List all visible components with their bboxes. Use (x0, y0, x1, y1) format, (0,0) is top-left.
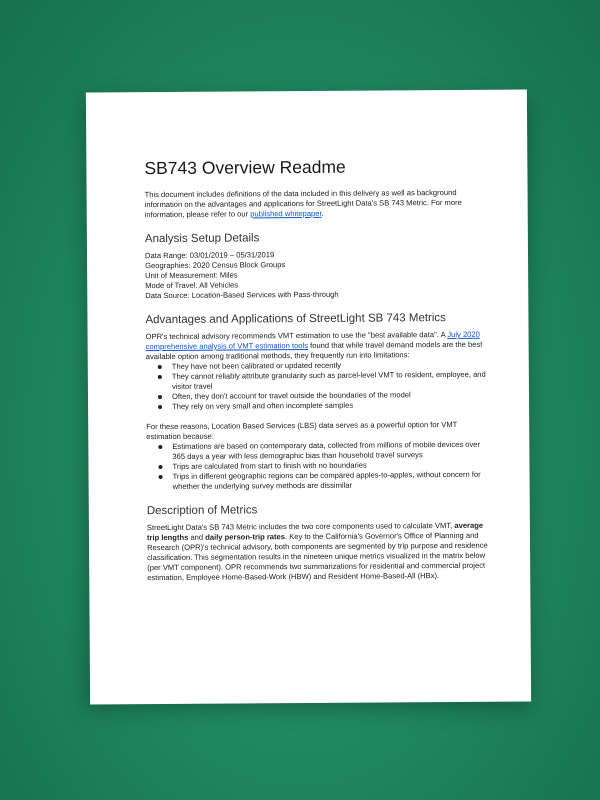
page-title: SB743 Overview Readme (144, 156, 346, 179)
bold-trip-lengths: average trip lengths (146, 520, 484, 543)
document-content (144, 156, 492, 583)
description-heading: Description of Metrics (146, 504, 258, 518)
list-item: They rely on very small and often incomplete samples (172, 400, 491, 412)
lbs-benefits-list (146, 440, 491, 492)
intro-paragraph (145, 188, 490, 220)
lbs-paragraph: For these reasons, Location Based Services (LBS) data serves as a powerful option for VMT estimation because: (146, 419, 458, 442)
list-item: Trips are calculated from start to finish with no boundaries (172, 460, 491, 472)
advantages-text: OPR's technical advisory recommends VMT estimation to use the "best available data". A (145, 330, 448, 342)
analysis-line: Data Range: 03/01/2019 – 05/31/2019 (144, 250, 275, 261)
bold-trip-rates: daily person-trip rates (205, 532, 286, 542)
analysis-heading: Analysis Setup Details (144, 232, 260, 246)
advantages-paragraph (146, 330, 491, 362)
list-item: They cannot reliably attribute granularity such as parcel-level VMT to resident, employee, and visitor travel (172, 370, 491, 392)
limitations-list (146, 360, 491, 412)
intro-text: This document includes definitions of the data included in this delivery as well as background information on the advantages and applications for StreetLight Data's SB 743 Metric. For more information, please refer to our (144, 187, 462, 220)
list-item: Often, they don't account for travel outside the boundaries of the model (172, 390, 491, 402)
list-item: Estimations are based on contemporary data, collected from millions of mobile devices over 365 days a year with less demographic bias than household travel surveys (172, 440, 491, 462)
description-and: and (188, 532, 206, 542)
list-item: They have not been calibrated or updated recently (172, 360, 491, 372)
advantages-text-end: found that while travel demand models are the best available option among traditional methods, they frequently run into limitations: (145, 339, 483, 362)
analysis-link[interactable]: July 2020 comprehensive analysis of VMT estimation tools (145, 329, 480, 352)
document-page (86, 89, 531, 704)
description-text-end: . Key to the California's Governor's Office of Planning and Research (OPR)'s technical advisory, both components are segmented by trip purpose and residence classification. This segmentation results in the nineteen unique metrics visualized in the matrix below (per VMT component). OPR recommends two summarizations for residential and commercial project estimation, Employee Home-Based-Work (HBW) and Resident Home-Based-All (HBx). (147, 530, 488, 583)
analysis-line: Unit of Measurement: Miles (145, 270, 238, 281)
description-paragraph (147, 521, 492, 583)
analysis-line: Data Source: Location-Based Services with Pass-through (145, 289, 339, 301)
analysis-line: Mode of Travel: All Vehicles (145, 280, 239, 291)
whitepaper-link[interactable]: published whitepaper (250, 208, 322, 219)
list-item: Trips in different geographic regions can be compared apples-to-apples, without concern for whether the underlying survey methods are dissimilar (173, 470, 492, 492)
intro-end: . (321, 208, 324, 218)
advantages-heading: Advantages and Applications of StreetLight SB 743 Metrics (145, 312, 446, 327)
analysis-line: Geographies: 2020 Census Block Groups (145, 260, 286, 271)
description-text: StreetLight Data's SB 743 Metric includes the two core components used to calculate VMT, (146, 520, 455, 533)
